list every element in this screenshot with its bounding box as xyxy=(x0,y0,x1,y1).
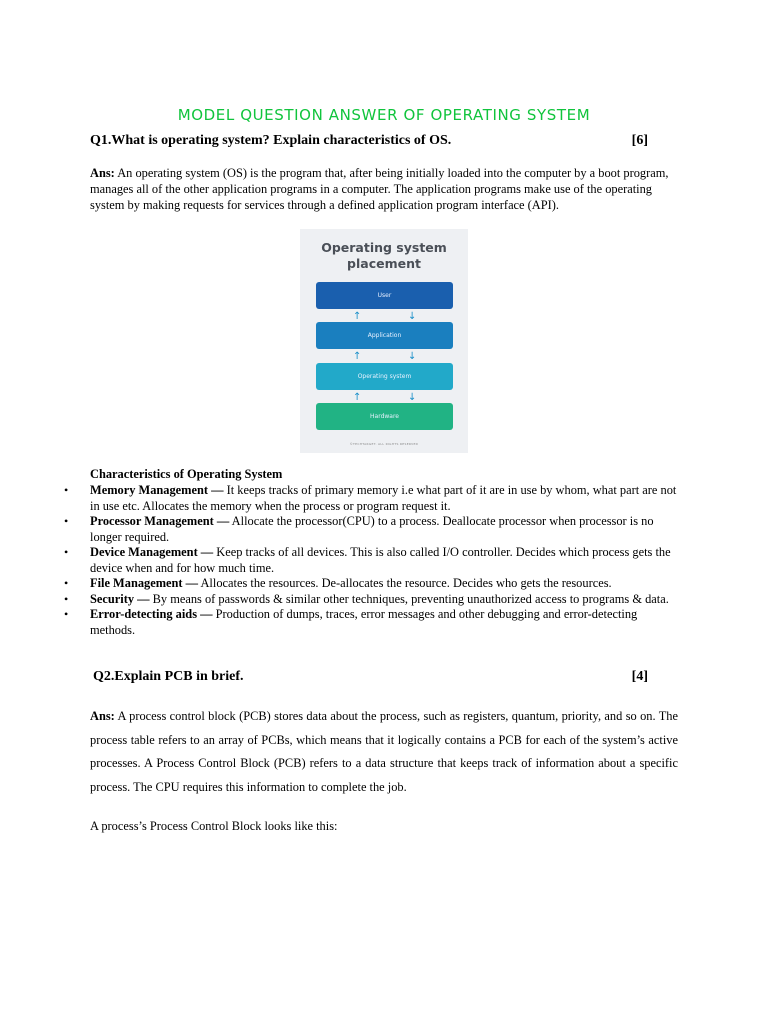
q2-ans-label: Ans: xyxy=(90,709,115,723)
list-item xyxy=(62,607,678,638)
arrow-up-icon: ↑ xyxy=(353,351,362,362)
q2-heading xyxy=(93,669,648,685)
bullet-icon: • xyxy=(64,483,69,497)
layer-application: Application xyxy=(316,322,453,349)
q1-answer-text: An operating system (OS) is the program that, after being initially loaded into the computer by a boot program, manages all of the other application programs in a computer. The application programs make use of the operating system by making requests for services through a defined application program interface (API). xyxy=(90,166,669,212)
bullet-icon: • xyxy=(64,607,69,621)
arrow-down-icon: ↓ xyxy=(408,311,417,322)
arrow-up-icon: ↑ xyxy=(353,311,362,322)
q1-ans-label: Ans: xyxy=(90,166,115,180)
q2-answer-text: A process control block (PCB) stores data about the process, such as registers, quantum, priority, and so on. The process table refers to an array of PCBs, which means that it logically contains a PCB for each of the system’s active processes. A Process Control Block (PCB) refers to a data structure that keeps track of information about a specific process. The CPU requires this information to complete the job. xyxy=(90,709,678,794)
q2-answer xyxy=(90,705,678,799)
item-text: Allocate the processor(CPU) to a process. Deallocate processor when processor is no longer required. xyxy=(90,514,654,544)
bullet-icon: • xyxy=(64,514,69,528)
list-item xyxy=(62,483,678,514)
figure-title: Operating system placement xyxy=(321,240,447,271)
item-text: Keep tracks of all devices. This is also called I/O controller. Decides which process gets the device when and for how much time. xyxy=(90,545,671,575)
arrow-down-icon: ↓ xyxy=(408,351,417,362)
characteristics-list xyxy=(62,483,678,638)
bullet-icon: • xyxy=(64,545,69,559)
layer-operating-system: Operating system xyxy=(316,363,453,390)
item-term: Error-detecting aids — xyxy=(90,607,213,621)
q2-followup: A process’s Process Control Block looks like this: xyxy=(90,819,338,833)
bullet-icon: • xyxy=(64,576,69,590)
arrow-up-icon: ↑ xyxy=(353,392,362,403)
characteristics-heading: Characteristics of Operating System xyxy=(90,467,283,481)
item-term: File Management — xyxy=(90,576,199,590)
q1-answer xyxy=(90,165,678,213)
list-item xyxy=(62,545,678,576)
arrow-down-icon: ↓ xyxy=(408,392,417,403)
q1-question: Q1.What is operating system? Explain characteristics of OS. xyxy=(90,133,452,148)
item-term: Device Management — xyxy=(90,545,214,559)
layer-user: User xyxy=(316,282,453,309)
q1-marks: [6] xyxy=(631,133,648,148)
list-item xyxy=(62,514,678,545)
list-item xyxy=(62,592,678,608)
item-term: Security — xyxy=(90,591,150,606)
figure-credit: ©TECHTARGET. ALL RIGHTS RESERVED xyxy=(349,442,419,446)
os-placement-figure xyxy=(300,229,468,453)
q2-marks: [4] xyxy=(631,669,648,684)
q2-question: Q2.Explain PCB in brief. xyxy=(93,669,244,684)
layer-hardware: Hardware xyxy=(316,403,453,430)
page-title: MODEL QUESTION ANSWER OF OPERATING SYSTEM xyxy=(177,106,591,125)
item-text: Allocates the resources. De-allocates the resource. Decides who gets the resources. xyxy=(200,576,612,590)
q1-heading xyxy=(90,133,648,149)
list-item xyxy=(62,576,678,592)
item-text: Production of dumps, traces, error messages and other debugging and error-detecting methods. xyxy=(90,607,638,637)
item-text: By means of passwords & similar other techniques, preventing unauthorized access to programs & data. xyxy=(152,591,669,606)
item-term: Processor Management — xyxy=(90,514,230,528)
bullet-icon: • xyxy=(64,591,69,606)
item-text: It keeps tracks of primary memory i.e what part of it are in use by whom, what part are not in use etc. Allocates the memory when the process or program request it. xyxy=(90,483,677,513)
item-term: Memory Management — xyxy=(90,483,224,497)
